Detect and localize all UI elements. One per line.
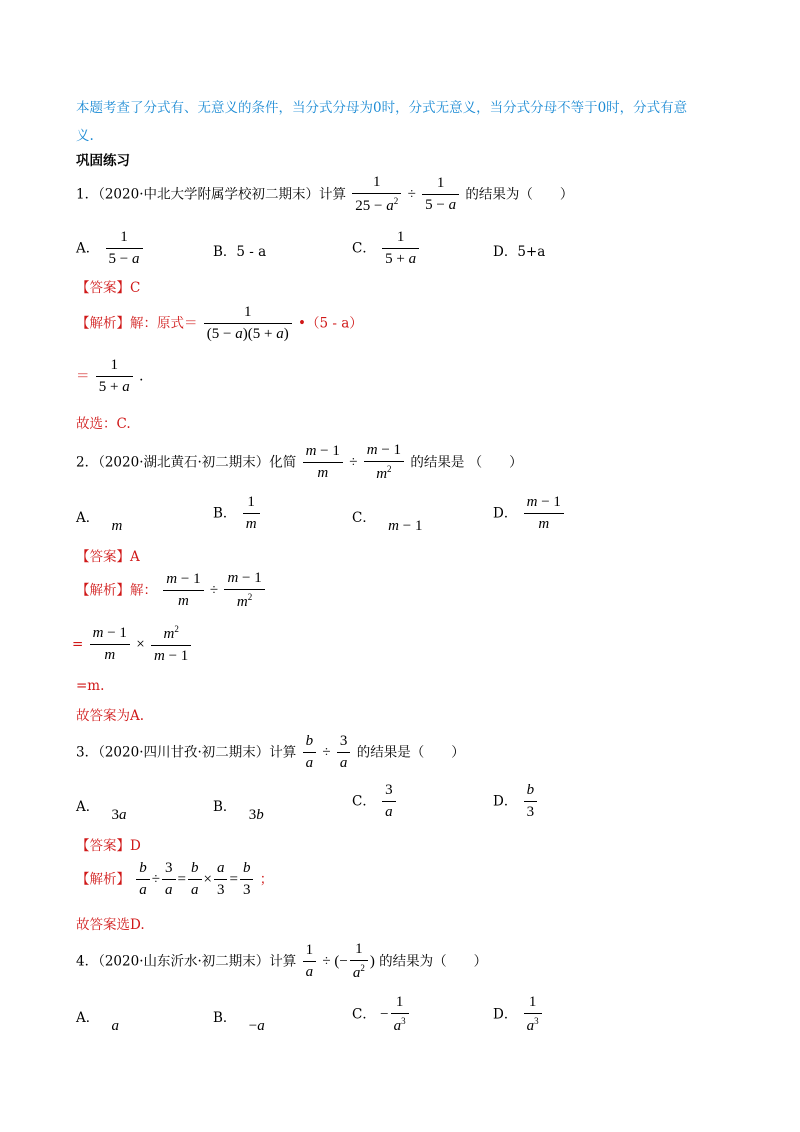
q2-step-2: = $\frac{m - 1}{m}$ × $\frac{m^2}{m - 1}$ (72, 624, 193, 666)
q1-analysis: 【解析】解：原式＝ $\frac{1}{(5 - a)(5 + a)}$ •（5 - a） (76, 304, 363, 343)
q3-option-c[interactable]: C． $\frac{3}{a}$ (352, 782, 398, 822)
q2-option-c[interactable]: C． m − 1 (352, 510, 423, 534)
q4-option-d[interactable]: D． $\frac{1}{a^3}$ (493, 994, 544, 1036)
question-1: 1．（2020·中北大学附属学校初二期末）计算 $\frac{1}{25 - a^2}$ ÷ $\frac{1}{5 - a}$ 的结果为（ ） (76, 174, 574, 215)
section-title: 巩固练习 (76, 153, 130, 169)
q2-conclusion: 故答案为A. (76, 708, 145, 724)
q1-option-d[interactable]: D．5+a (493, 244, 546, 260)
q2-option-b[interactable]: B． $\frac{1}{m}$ (213, 494, 262, 534)
q1-conclusion: 故选：C. (76, 416, 131, 432)
q1-fraction-1: $\frac{1}{25 - a^2}$ (352, 174, 401, 216)
q1-option-c[interactable]: C． $\frac{1}{5 + a}$ (352, 229, 421, 269)
intro-line-2: 义. (76, 128, 94, 144)
q1-step-2: ＝ $\frac{1}{5 + a}$ . (76, 357, 144, 396)
q1-answer: 【答案】C (76, 280, 141, 296)
q2-option-a[interactable]: A． m (76, 510, 123, 534)
q3-option-a[interactable]: A． 3a (76, 799, 127, 823)
question-3: 3．（2020·四川甘孜·初二期末）计算 $\frac{b}{a}$ ÷ $\frac{3}{a}$ 的结果是（ ） (76, 733, 465, 772)
q4-option-b[interactable]: B． −a (213, 1010, 265, 1034)
q1-fraction-2: $\frac{1}{5 - a}$ (422, 175, 459, 215)
q3-answer: 【答案】D (76, 838, 141, 854)
q1-suffix: 的结果为（ ） (465, 186, 574, 203)
q3-conclusion: 故答案选D. (76, 917, 145, 933)
q1-option-b[interactable]: B．5 - a (213, 244, 267, 260)
q3-option-b[interactable]: B． 3b (213, 799, 264, 823)
q4-option-c[interactable]: C． − $\frac{1}{a^3}$ (352, 994, 411, 1036)
q2-answer: 【答案】A (76, 549, 140, 565)
q3-option-d[interactable]: D． $\frac{b}{3}$ (493, 782, 539, 822)
q1-option-a[interactable]: A． $\frac{1}{5 - a}$ (76, 229, 145, 269)
q1-prefix: 1．（2020·中北大学附属学校初二期末）计算 (76, 186, 346, 203)
q2-analysis: 【解析】解： $\frac{m - 1}{m}$ ÷ $\frac{m - 1}{m^2}$ (76, 570, 267, 612)
q3-analysis: 【解析】 $\frac{b}{a}$ ÷ $\frac{3}{a}$ = $\frac{b}{a}$ × $\frac{a}{3}$ = $\frac{b}{3}$ ； (76, 860, 274, 899)
intro-line-1: 本题考查了分式有、无意义的条件，当分式分母为0时，分式无意义，当分式分母不等于0时，分式有意 (76, 100, 688, 116)
q2-option-d[interactable]: D． $\frac{m - 1}{m}$ (493, 494, 566, 534)
question-4: 4．（2020·山东沂水·初二期末）计算 $\frac{1}{a}$ ÷ (− $\frac{1}{a^2}$ ) 的结果为（ ） (76, 941, 488, 982)
q2-step-3: =m. (76, 678, 105, 694)
question-2: 2．（2020·湖北黄石·初二期末）化简 $\frac{m - 1}{m}$ ÷ $\frac{m - 1}{m^2}$ 的结果是 （ ） (76, 442, 523, 483)
q4-option-a[interactable]: A． a (76, 1010, 120, 1034)
